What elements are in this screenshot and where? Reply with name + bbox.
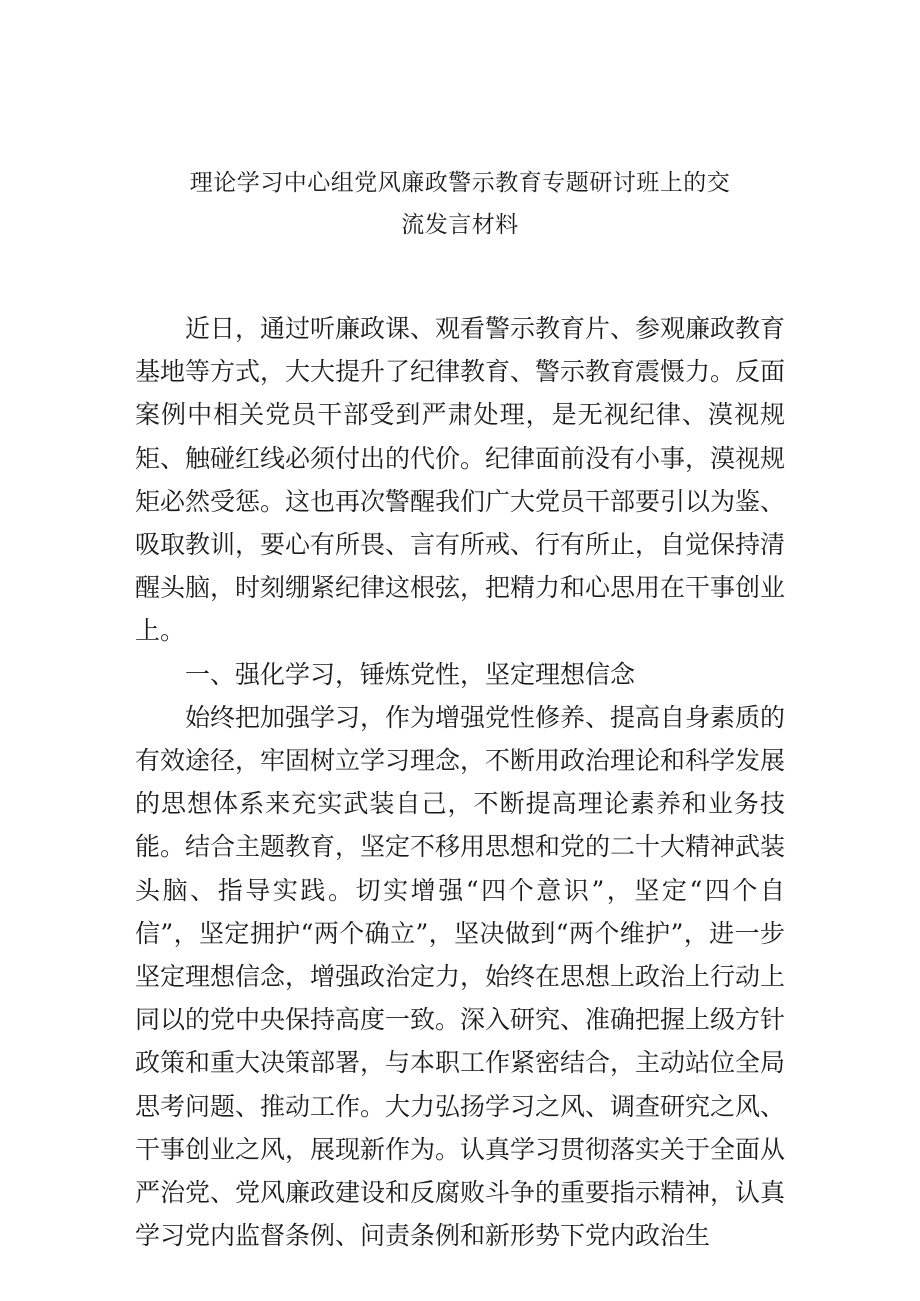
intro-paragraph: 近日，通过听廉政课、观看警示教育片、参观廉政教育基地等方式，大大提升了纪律教育、警示教育震慑力。反面案例中相关党员干部受到严肃处理，是无视纪律、漠视规矩、触碰红线必须付出的代价。纪律面前没有小事，漠视规矩必然受惩。这也再次警醒我们广大党员干部要引以为鉴、吸取教训，要心有所畏、言有所戒、行有所止，自觉保持清醒头脑，时刻绷紧纪律这根弦，把精力和心思用在干事创业上。 xyxy=(135,314,786,646)
document-title-line-2: 流发言材料 xyxy=(401,212,519,238)
section-heading-1: 一、强化学习，锤炼党性，坚定理想信念 xyxy=(185,659,636,689)
document-body xyxy=(135,307,785,1257)
document-title-line-1: 理论学习中心组党风廉政警示教育专题研讨班上的交 xyxy=(189,170,731,196)
section-1-paragraph: 始终把加强学习，作为增强党性修养、提高自身素质的有效途径，牢固树立学习理念，不断用政治理论和科学发展的思想体系来充实武装自己，不断提高理论素养和业务技能。结合主题教育，坚定不移用思想和党的二十大精神武装头脑、指导实践。切实增强“四个意识”，坚定“四个自信”，坚定拥护“两个确立”，坚决做到“两个维护”，进一步坚定理想信念，增强政治定力，始终在思想上政治上行动上同以的党中央保持高度一致。深入研究、准确把握上级方针政策和重大决策部署，与本职工作紧密结合，主动站位全局思考问题、推动工作。大力弘扬学习之风、调查研究之风、干事创业之风，展现新作为。认真学习贯彻落实关于全面从严治党、党风廉政建设和反腐败斗争的重要指示精神，认真学习党内监督条例、问责条例和新形势下党内政治生 xyxy=(135,702,786,1251)
